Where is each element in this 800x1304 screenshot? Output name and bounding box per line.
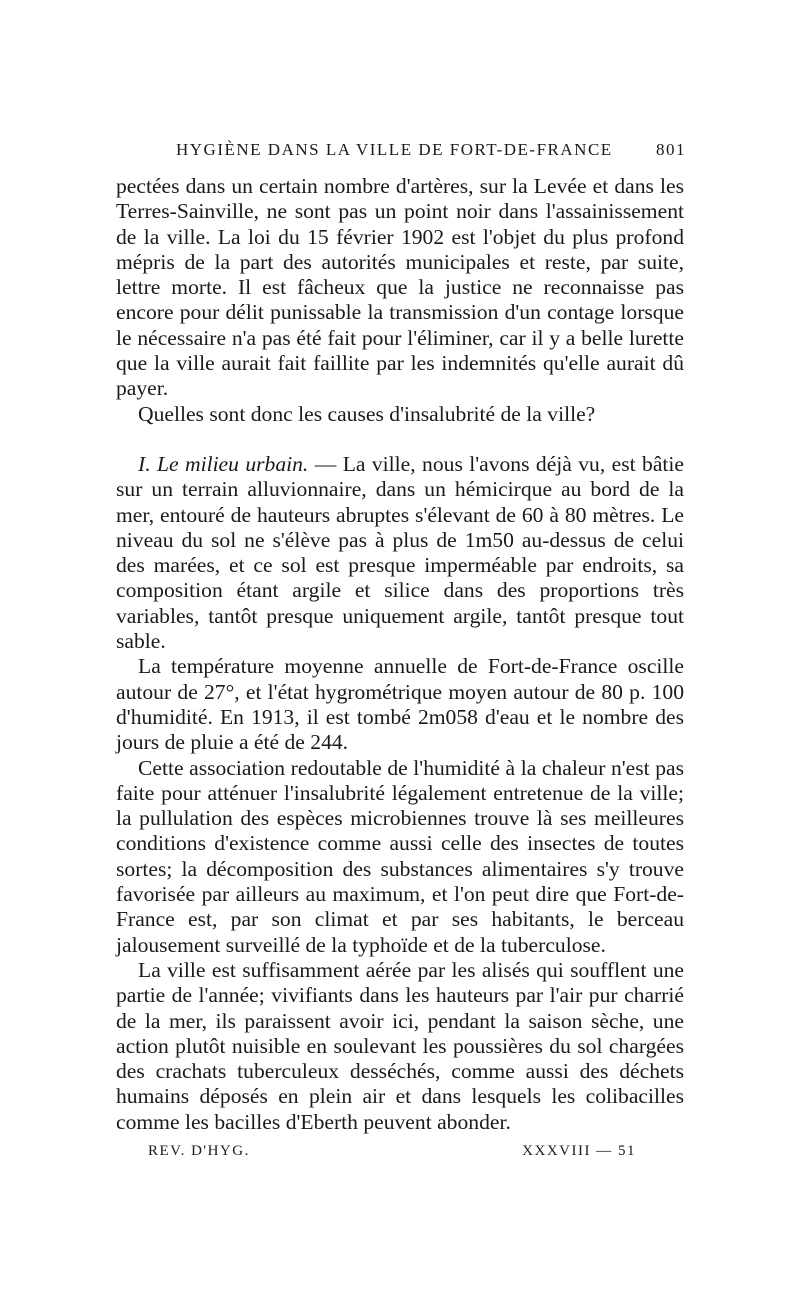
page-footer bbox=[116, 1143, 684, 1160]
footer-journal: REV. D'HYG. bbox=[148, 1142, 250, 1159]
paragraph-question: Quelles sont donc les causes d'insalubrité de la ville? bbox=[138, 401, 596, 426]
paragraph-temperature: La température moyenne annuelle de Fort-de-France oscille autour de 27°, et l'état hygrométrique moyen autour de 80 p. 100 d'humidité. En 1913, il est tombé 2m058 d'eau et le nombre des jours de pluie a été de 244. bbox=[116, 654, 684, 755]
running-head bbox=[176, 140, 686, 160]
body-text bbox=[116, 174, 684, 1135]
page-number: 801 bbox=[656, 140, 686, 159]
running-title: HYGIÈNE DANS LA VILLE DE FORT-DE-FRANCE bbox=[176, 140, 613, 159]
paragraph-milieu-urbain-text: — La ville, nous l'avons déjà vu, est bâtie sur un terrain alluvionnaire, dans un hémicirque au bord de la mer, entouré de hauteurs abruptes s'élevant de 60 à 80 mètres. Le niveau du sol ne s'élève pas à plus de 1m50 au-dessus de celui des marées, et ce sol est presque imperméable par endroits, sa composition étant argile et silice dans des proportions très variables, tantôt presque uniquement argile, tantôt presque tout sable. bbox=[116, 451, 684, 654]
paragraph-milieu-urbain bbox=[116, 452, 684, 654]
paragraph-continuation: pectées dans un certain nombre d'artères, sur la Levée et dans les Terres-Sainville, ne sont pas un point noir dans l'assainissement de la ville. La loi du 15 février 1902 est l'objet du plus profond mépris de la part des autorités municipales et reste, par suite, lettre morte. Il est fâcheux que la justice ne reconnaisse pas encore pour délit punissable la transmission d'un contage lorsque le nécessaire n'a pas été fait pour l'éliminer, car il y a belle lurette que la ville aurait fait faillite par les indemnités qu'elle aurait dû payer. bbox=[116, 174, 684, 401]
footer-signature: XXXVIII — 51 bbox=[522, 1142, 636, 1159]
document-page bbox=[116, 140, 684, 1160]
section-heading-milieu-urbain: I. Le milieu urbain. bbox=[138, 451, 309, 476]
paragraph-alises: La ville est suffisamment aérée par les alisés qui soufflent une partie de l'année; vivifiants dans les hauteurs par l'air pur charrié de la mer, ils paraissent avoir ici, pendant la saison sèche, une action plutôt nuisible en soulevant les poussières du sol chargées des crachats tuberculeux desséchés, comme aussi des déchets humains déposés en plein air et dans lesquels les colibacilles comme les bacilles d'Eberth peuvent abonder. bbox=[116, 957, 684, 1134]
paragraph-humidite: Cette association redoutable de l'humidité à la chaleur n'est pas faite pour atténuer l'insalubrité légalement entretenue de la ville; la pullulation des espèces microbiennes trouve là ses meilleures conditions d'existence comme aussi celle des insectes de toutes sortes; la décomposition des substances alimentaires s'y trouve favorisée par ailleurs au maximum, et l'on peut dire que Fort-de-France est, par son climat et par ses habitants, le berceau jalousement surveillé de la typhoïde et de la tuberculose. bbox=[116, 755, 684, 957]
